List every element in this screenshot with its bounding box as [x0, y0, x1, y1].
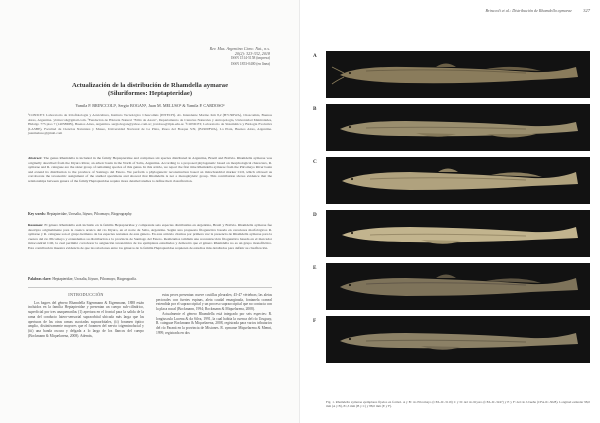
fish-photo-c	[326, 157, 590, 204]
intro-paragraph-3: Actualmente el género Rhamdella está integrado por seis especies: R. longiuscula Lucena & da Silva, 1991, la cual habita la cuenca del río Uruguay, R. cainguae Bockmann & Miquelarena, 2008, registrada para varios tributarios del río Paraná en la provincia de Misiones. R. aymarae Miquelarena & Menni, 1999, registrada en dos	[156, 311, 272, 335]
plate-label-a: A	[313, 53, 317, 59]
palabras-clave-heading: Palabras clave:	[28, 277, 52, 281]
abstract-english	[28, 156, 272, 183]
keywords-spanish	[28, 277, 272, 282]
abstract-heading: Abstract:	[28, 156, 43, 160]
intro-paragraph-1: Los bagres del género Rhamdella Eigenmann & Eigenmann, 1888 están incluidos en la familia Heptapteridae y presentan un cuerpo sub-cilíndrico, superficial por tres anaquenarilas (1) apertura en el frontal para la salida de la rama del conducto latero-sensorial supraorbital ubicada más larga que las aperturas de las otras ramas asociadas supraorbitales, (ii) foramen óptico amplio, distintivamente mayores que el foramen del nervio trigeminofacial y (iii) una banda oscura y delgada a lo largo de los flancos del cuerpo (Bockmann & Miquelarena, 2008). Además,	[28, 300, 144, 338]
abstract-text: The genus Rhamdella is included in the family Heptapteridae and comprises six species distributed in Argentina, Brazil and Bolivia. Rhamdella aymarae was originally described from the Itiyuro River, an arheic basin in the North of Salta, Argentina. According to a proposed phylogenetic based on morphological characters, R. aymarae and R. cainguae are the sister group of remaining species of this genus. In this article, we report the first time Rhamdella aymarae from the Pilcomayo River basin and extend its distribution to the province of Santiago del Estero. We perform a phylogenetic reconstruction based on mitochondrial marker COI, which allowed us corroborate the taxonomic assignment of the studied specimens and showed that Rhamdella is not a monophyletic group. This contribution shows evidence that the relationships between genera of the family Heptapteridae require more detailed studies to define their classification.	[28, 156, 272, 183]
fish-c-image	[326, 157, 590, 204]
plate-label-c: C	[313, 159, 317, 165]
palabras-clave-text: Heptapteridae, Urosalia, Itiyuro, Pilcomayo, Biogeografía.	[52, 277, 137, 281]
plate-label-f: F	[313, 318, 317, 324]
fish-photo-d	[326, 210, 590, 257]
resumen-text: El género Rhamdella está incluido en la familia Heptapteridae y comprende seis especies distribuidas en Argentina, Brasil y Bolivia. Rhamdella aymarae fue descripta originalmente para la cuenca arreica del río Itiyuro, en el norte de Salta, Argentina. Según una propuesta filogenética basada en caracteres morfológicos R. aymarae y R. cainguae son el grupo hermano de las especies restantes de este género. En este artículo citamos por primera vez la presencia de Rhamdella aymarae para la cuenca del río Pilcomayo y extendemos su distribución a la provincia de Santiago del Estero. Realizamos también una reconstrucción filogenética basada en el marcador mitocondrial COI, la cual permitió corroborar la asignación taxonómica de los ejemplares estudiados y demostró que el género Rhamdella no es un grupo monofilético. Esta contribución muestra evidencia de que las relaciones entre los géneros de la familia Heptapteridae requieren de estudios más detallados para definir su clasificación.	[28, 223, 272, 250]
fish-d-image	[326, 210, 590, 257]
fish-b-image	[326, 104, 590, 151]
fish-photo-b	[326, 104, 590, 151]
fish-photo-e	[326, 263, 590, 310]
figure-caption: Fig. 1. Rhamdella aymarae ejemplares fijados en formol. A y B: río Pilcomayo (CFA-IC-3119) C y D: del río Itiyuro (CFA-IC-3247) y E y F: del río Urueña (CFA-IC-3028). Longitud estándar 98,0 mm (A y B), 81,3 mm (B y C) y 88,0 mm (E y F).	[326, 400, 590, 409]
intro-paragraph-2: estas peces presentan: nueve costillas pleurales; 45-47 vértebras; las aletas pectorales con fuertes espinas, aleta caudal emarginada, fontanela craneal extendida por el supraoccipital y un proceso supraoccipital que no contacta con la placa nucal (Bockmann, 1994; Bockmann & Miquelarena, 2008).	[156, 293, 272, 312]
fish-a-image	[326, 51, 590, 98]
article-title	[0, 82, 300, 98]
intro-column-2	[156, 293, 272, 335]
journal-name: Rev. Mus. Argentino Cienc. Nat., n.s.	[209, 46, 270, 51]
author-list: Yamila P. BRINCCOLI¹, Sergio BOGAN², Juan M. MELUSO³ & Yamila P. CARDOSO¹	[75, 103, 225, 108]
affiliations: ¹CONICET. Laboratorio de Ictiofisiología y Acuicultura, Instituto Tecnológico Chascomús (INTECH). Av. Intendente Marino Km 8,2 (B7130IWA), Chascomús, Buenos Aires, Argentina. ybrinccoli@gmail.com. ²Fundación de Historia Natural "Félix de Azara", Departamento de Ciencias Naturales y Antropología, Universidad Maimónides, Hidalgo 775 piso 7 (1405BDB), Buenos Aires, Argentina. sergiobogan@yahoo.com.ar; jcardoso@ilpla.edu.ar. ³CONICET, Laboratorio de Sistemática y Biología Evolutiva (LASBE), Facultad de Ciencias Naturales y Museo, Universidad Nacional de La Plata, Paseo del Bosque S/N, (B1900FWA), La Plata, Buenos Aires, Argentina. juanmeluso@gmail.com	[28, 113, 272, 136]
intro-column-1	[28, 293, 144, 338]
running-head: Brinccoli et al.: Distribución de Rhamdella aymarae	[485, 8, 572, 13]
page-number: 327	[583, 8, 590, 13]
keywords-english	[28, 212, 272, 217]
plate-label-b: B	[313, 106, 317, 112]
fish-photo-a	[326, 51, 590, 98]
right-page	[300, 0, 600, 423]
plate-label-d: D	[313, 212, 317, 218]
abstract-spanish	[28, 223, 272, 250]
fish-e-image	[326, 263, 590, 310]
title-line-2: (Siluriformes: Heptapteridae)	[107, 90, 193, 97]
title-line-1: Actualización de la distribución de Rhamdella aymarae	[71, 82, 229, 89]
journal-volume: 20(2): 323-332, 2018	[234, 51, 270, 57]
plate-label-e: E	[313, 265, 317, 271]
keywords-text: Heptapteridae, Urosalia, Itiyuro, Pilcomayo, Biogeography.	[46, 212, 133, 216]
keywords-heading: Key words:	[28, 212, 46, 216]
fish-f-image	[326, 316, 590, 363]
fish-photo-f	[326, 316, 590, 363]
section-heading: INTRODUCCIÓN	[68, 292, 104, 297]
resumen-heading: Resumen:	[28, 223, 44, 227]
issn-print: ISSN 1514-5158 (impresa)	[231, 56, 270, 61]
section-divider	[28, 287, 272, 288]
journal-info	[160, 46, 270, 67]
issn-online: ISSN 1853-0400 (en línea)	[231, 61, 270, 66]
